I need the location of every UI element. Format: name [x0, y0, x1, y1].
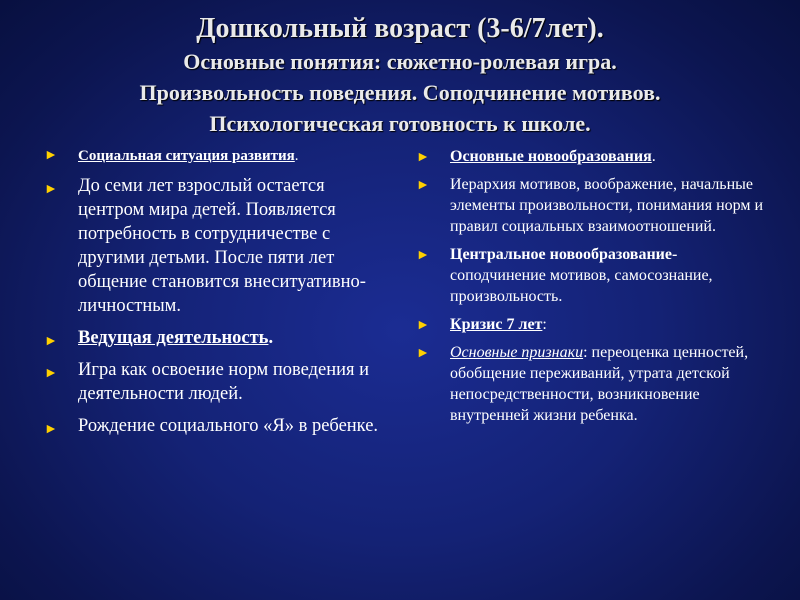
heading-central-neoformation: Центральное новообразование-: [450, 246, 678, 263]
list-item: [416, 342, 766, 426]
list-item: [416, 314, 766, 335]
list-item: [44, 326, 384, 350]
title-line-4: Психологическая готовность к школе.: [209, 111, 591, 136]
heading-leading-activity: Ведущая деятельность: [78, 328, 269, 348]
heading-crisis-7: Кризис 7 лет: [450, 316, 543, 333]
triangle-bullet-icon: ►: [416, 248, 430, 263]
list-item: [416, 174, 766, 237]
list-item: [416, 244, 766, 307]
item-text: : переоценка ценностей, обобщение переживаний, утрата детской непосредственности, возникновение внутренней жизни ребенка.: [450, 344, 749, 424]
heading-social-situation: Социальная ситуация развития: [78, 148, 295, 164]
triangle-bullet-icon: ►: [416, 178, 430, 193]
heading-suffix: .: [268, 328, 274, 348]
item-text: Рождение социального «Я» в ребенке.: [78, 416, 379, 436]
triangle-bullet-icon: ►: [416, 150, 430, 165]
heading-main-neoformations: Основные новообразования: [450, 148, 652, 165]
label-main-signs: Основные признаки: [450, 344, 584, 361]
list-item: [44, 358, 384, 406]
triangle-bullet-icon: ►: [416, 346, 430, 361]
title-line-2: Основные понятия: сюжетно-ролевая игра.: [183, 49, 617, 74]
heading-suffix: .: [651, 148, 656, 165]
triangle-bullet-icon: ►: [416, 318, 430, 333]
triangle-bullet-icon: ►: [44, 422, 58, 437]
heading-suffix: .: [294, 148, 299, 164]
item-text: Иерархия мотивов, воображение, начальные элементы произвольности, понимания норм и правил социальных взаимоотношений.: [450, 176, 764, 235]
slide-title: [20, 12, 780, 139]
triangle-bullet-icon: ►: [44, 366, 58, 381]
list-item: [44, 146, 384, 166]
left-column: [44, 146, 384, 446]
title-line-3: Произвольность поведения. Соподчинение мотивов.: [139, 80, 661, 105]
item-text: Игра как освоение норм поведения и деятельности людей.: [78, 360, 370, 404]
triangle-bullet-icon: ►: [44, 334, 58, 349]
item-text: соподчинение мотивов, самосознание, произвольность.: [450, 267, 713, 305]
item-text: До семи лет взрослый остается центром мира детей. Появляется потребность в сотрудничестве с другими детьми. После пяти лет общение становится внеситуативно-личностным.: [78, 176, 366, 316]
triangle-bullet-icon: ►: [44, 182, 58, 197]
title-line-1: Дошкольный возраст (3-6/7лет).: [196, 13, 604, 44]
right-column: [416, 146, 766, 433]
list-item: [44, 174, 384, 318]
list-item: [416, 146, 766, 167]
triangle-bullet-icon: ►: [44, 148, 58, 163]
list-item: [44, 414, 384, 438]
heading-suffix: :: [542, 316, 547, 333]
